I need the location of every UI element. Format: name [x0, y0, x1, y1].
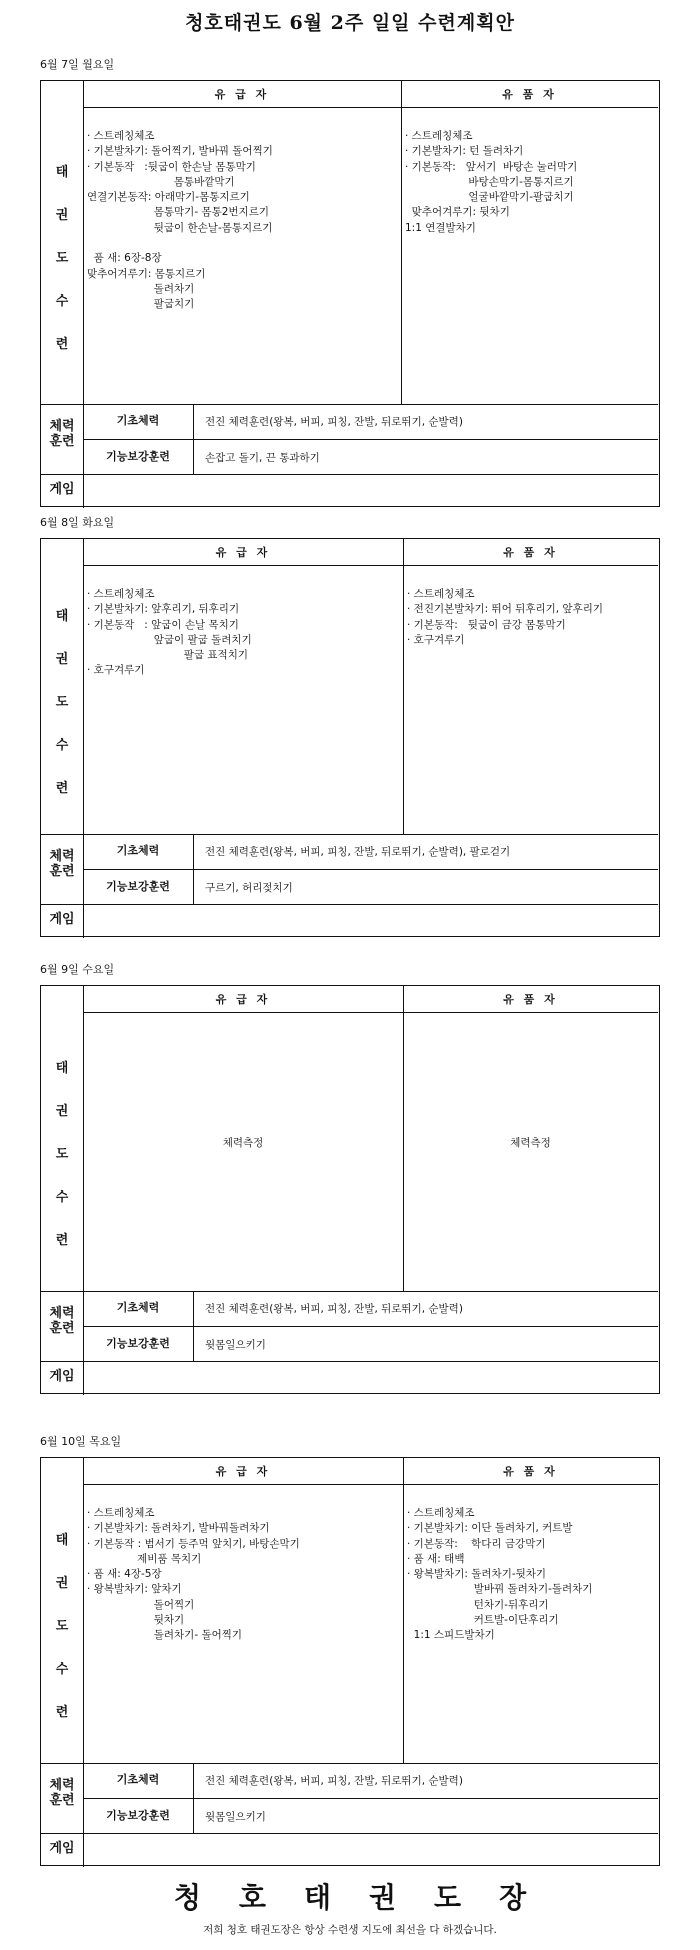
plan-line: · 호구겨루기 — [87, 664, 145, 677]
col-header-yupum: 유 품 자 — [503, 993, 558, 1006]
function-training-text: 윗몸일으키기 — [205, 1339, 266, 1351]
section-date: 6월 7일 월요일 — [40, 58, 115, 71]
plan-line: 1:1 연결발차기 — [405, 221, 476, 234]
plan-line: 돌려차기 — [87, 282, 195, 295]
basic-fitness-label: 기초체력 — [116, 1773, 160, 1786]
plan-line: 바탕손막기-몸통지르기 — [405, 175, 574, 188]
training-char: 태 — [55, 1060, 69, 1076]
plan-line: · 스트레칭체조 — [87, 588, 155, 600]
yupum-content — [407, 587, 603, 648]
training-char: 수 — [55, 737, 69, 753]
basic-fitness-text: 전진 체력훈련(왕복, 버피, 피칭, 잔발, 뒤로뛰기, 순발력) — [205, 1775, 463, 1787]
plan-line: · 기본발차기: 돌려차기, 발바꿔돌려차기 — [87, 1522, 270, 1535]
plan-line: 턴차기-뒤후리기 — [407, 1598, 549, 1611]
plan-line: · 왕복발차기: 앞차기 — [87, 1583, 182, 1596]
plan-line: 발바꿔 돌려차기-돌려차기 — [407, 1583, 593, 1596]
plan-line: · 품 새: 태백 — [407, 1552, 465, 1565]
training-char: 련 — [55, 1232, 69, 1248]
basic-fitness-label: 기초체력 — [116, 414, 160, 427]
training-char: 수 — [55, 293, 69, 309]
col-header-yupum: 유 품 자 — [503, 546, 558, 559]
training-char: 련 — [55, 780, 69, 796]
yugeup-content — [87, 1506, 300, 1644]
plan-line: · 전진기본발차기: 뛰어 뒤후리기, 앞후리기 — [407, 603, 603, 616]
function-training-text: 구르기, 허리젖치기 — [205, 882, 293, 894]
page-title: 청호태권도 6월 2주 일일 수련계획안 — [185, 12, 515, 34]
plan-line: 뒷굽이 한손날-몸통지르기 — [87, 221, 273, 234]
training-char: 련 — [55, 1704, 69, 1720]
plan-line: · 기본발차기: 돌어찍기, 발바꿔 돌어찍기 — [87, 145, 273, 158]
plan-line: · 스트레칭체조 — [87, 130, 155, 142]
physical-training-label: 체력 훈련 — [49, 419, 75, 449]
footer-text: 저희 청호 태권도장은 항상 수련생 지도에 최선을 다 하겠습니다. — [203, 1924, 497, 1936]
plan-line: 품 새: 6장-8장 — [87, 252, 162, 265]
training-label — [41, 1057, 83, 1248]
plan-line: 맞추어겨루기: 몸통지르기 — [87, 267, 206, 280]
training-char: 도 — [55, 1618, 69, 1634]
yupum-content — [407, 1506, 592, 1644]
plan-line: 돌어찍기 — [87, 1598, 195, 1611]
physical-training-label: 체력 훈련 — [49, 1778, 75, 1808]
training-char: 수 — [55, 1189, 69, 1205]
basic-fitness-text: 전진 체력훈련(왕복, 버피, 피칭, 잔발, 뒤로뛰기, 순발력) — [205, 416, 463, 428]
plan-line: 체력측정 — [222, 1136, 264, 1149]
plan-line: 팔굽 표적치기 — [87, 649, 248, 662]
plan-line: 돌려차기- 돌어찍기 — [87, 1629, 243, 1642]
plan-line: · 기본발차기: 이단 돌려차기, 커트발 — [407, 1522, 573, 1535]
plan-line: · 호구겨루기 — [407, 633, 465, 646]
training-char: 도 — [55, 694, 69, 710]
game-label: 게임 — [49, 912, 75, 927]
game-label: 게임 — [49, 482, 75, 497]
yupum-content — [405, 129, 577, 236]
plan-line: 맞추어겨루기: 뒷차기 — [405, 206, 510, 219]
section-date: 6월 9일 수요일 — [40, 963, 115, 976]
yugeup-content — [83, 1136, 403, 1151]
plan-line: · 왕복발차기: 돌려차기-뒷차기 — [407, 1568, 547, 1581]
yugeup-content — [87, 129, 273, 313]
plan-line: · 기본동작: 앞서기 바탕손 눌러막기 — [405, 160, 578, 173]
plan-line: · 기본발차기: 앞후리기, 뒤후리기 — [87, 603, 240, 616]
training-char: 도 — [55, 1146, 69, 1162]
function-training-text: 윗몸일으키기 — [205, 1811, 266, 1823]
plan-table — [40, 985, 660, 1394]
function-training-label: 기능보강훈련 — [106, 880, 170, 893]
plan-table — [40, 80, 660, 507]
yugeup-content — [87, 587, 252, 679]
col-header-yugeup: 유 급 자 — [215, 1465, 271, 1478]
basic-fitness-label: 기초체력 — [116, 844, 160, 857]
function-training-text: 손잡고 돌기, 끈 통과하기 — [205, 452, 320, 464]
col-header-yugeup: 유 급 자 — [215, 993, 271, 1006]
plan-table — [40, 538, 660, 937]
plan-line: 연결기본동작: 아래막기-몸통지르기 — [87, 191, 250, 204]
plan-line: · 스트레칭체조 — [87, 1507, 155, 1519]
footer-name: 청호태권도장 — [173, 1881, 565, 1914]
basic-fitness-text: 전진 체력훈련(왕복, 버피, 피칭, 잔발, 뒤로뛰기, 순발력) — [205, 1303, 463, 1315]
training-label — [41, 605, 83, 796]
training-char: 태 — [55, 164, 69, 180]
plan-line: · 스트레칭체조 — [405, 130, 473, 142]
function-training-label: 기능보강훈련 — [106, 1809, 170, 1822]
section-date: 6월 8일 화요일 — [40, 516, 115, 529]
col-header-yugeup: 유 급 자 — [214, 88, 270, 101]
plan-line: · 기본동작 : 범서기 등주먹 앞치기, 바탕손막기 — [87, 1537, 300, 1550]
yupum-content — [403, 1136, 658, 1151]
function-training-label: 기능보강훈련 — [106, 1337, 170, 1350]
training-char: 련 — [55, 336, 69, 352]
plan-line: 앞굽이 팔굽 돌려치기 — [87, 633, 252, 646]
plan-line: · 스트레칭체조 — [407, 588, 475, 600]
training-char: 권 — [55, 1575, 69, 1591]
training-char: 태 — [55, 608, 69, 624]
training-char: 도 — [55, 250, 69, 266]
physical-training-label: 체력 훈련 — [49, 849, 75, 879]
game-label: 게임 — [49, 1841, 75, 1856]
plan-line: · 스트레칭체조 — [407, 1507, 475, 1519]
col-header-yupum: 유 품 자 — [502, 88, 557, 101]
game-label: 게임 — [49, 1369, 75, 1384]
plan-line: 커트발-이단후리기 — [407, 1614, 559, 1627]
training-label — [41, 1529, 83, 1720]
plan-line: · 품 새: 4장-5장 — [87, 1568, 162, 1581]
plan-line: 체력측정 — [510, 1136, 551, 1149]
training-char: 권 — [55, 207, 69, 223]
training-char: 태 — [55, 1532, 69, 1548]
plan-line: 팔굽치기 — [87, 298, 195, 311]
plan-table — [40, 1457, 660, 1866]
plan-line: · 기본동작: 뒷굽이 금강 몸통막기 — [407, 618, 566, 631]
plan-line: 뒷차기 — [87, 1614, 185, 1627]
plan-line: · 기본동작 :뒷굽이 한손날 몸통막기 — [87, 160, 256, 173]
col-header-yupum: 유 품 자 — [503, 1465, 558, 1478]
training-char: 권 — [55, 651, 69, 667]
plan-line: · 기본동작: 학다리 금강막기 — [407, 1537, 546, 1550]
plan-line: 몸통막기- 몸통2번지르기 — [87, 206, 269, 219]
plan-line: · 기본발차기: 턴 돌려차기 — [405, 145, 524, 158]
section-date: 6월 10일 목요일 — [40, 1435, 122, 1448]
training-label — [41, 161, 83, 352]
function-training-label: 기능보강훈련 — [106, 450, 170, 463]
plan-line: 얼굴바깥막기-팔굽치기 — [405, 191, 574, 204]
training-char: 권 — [55, 1103, 69, 1119]
plan-line: 제비품 목치기 — [87, 1552, 202, 1565]
basic-fitness-text: 전진 체력훈련(왕복, 버피, 피칭, 잔발, 뒤로뛰기, 순발력), 팔로걷기 — [205, 846, 511, 858]
plan-line — [87, 236, 273, 251]
physical-training-label: 체력 훈련 — [49, 1306, 75, 1336]
basic-fitness-label: 기초체력 — [116, 1301, 160, 1314]
plan-line: 몸통바깥막기 — [87, 175, 235, 188]
plan-line: 1:1 스피드발차기 — [407, 1629, 495, 1642]
col-header-yugeup: 유 급 자 — [215, 546, 271, 559]
training-char: 수 — [55, 1661, 69, 1677]
plan-line: · 기본동작 : 앞굽이 손날 목치기 — [87, 618, 239, 631]
